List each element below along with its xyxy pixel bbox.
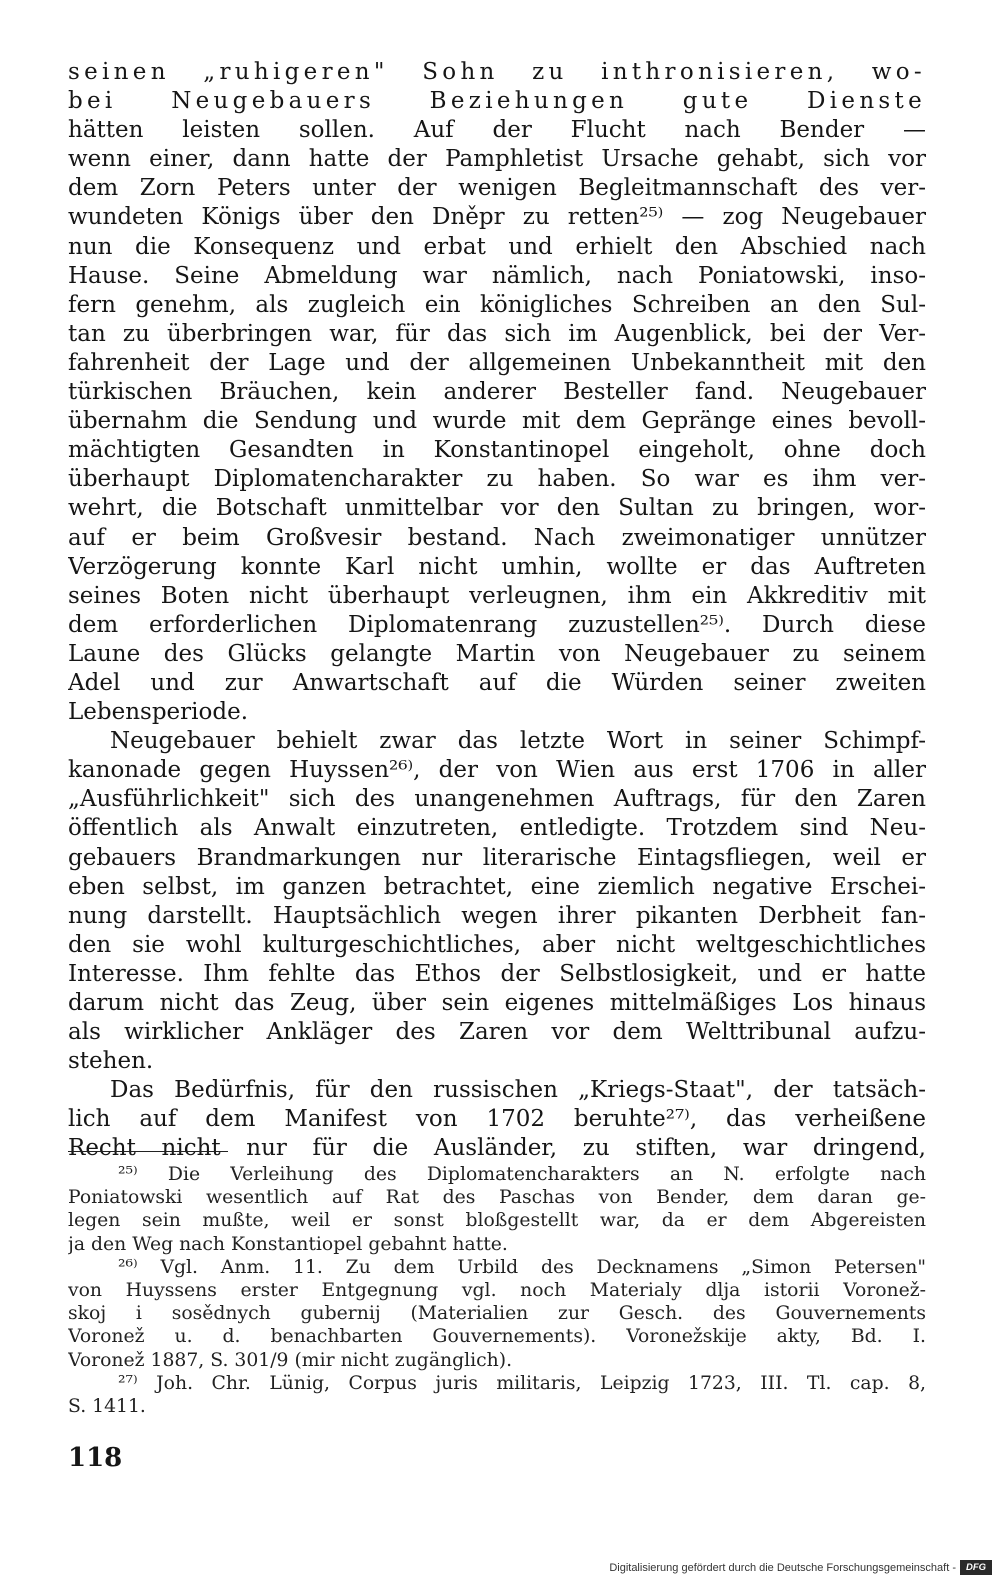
text-line: dem Zorn Peters unter der wenigen Begleitmannschaft des ver-: [68, 175, 926, 202]
footnote-line: Poniatowski wesentlich auf Rat des Paschas von Bender, dem daran ge-: [68, 1187, 926, 1209]
text-line: stehen.: [68, 1048, 154, 1075]
text-line: „Ausführlichkeit" sich des unangenehmen Auftrags, für den Zaren: [68, 786, 926, 813]
footnote-line: legen sein mußte, weil er sonst bloßgestellt war, da er dem Abgereisten: [68, 1210, 926, 1232]
text-line: darum nicht das Zeug, über sein eigenes mittelmäßiges Los hinaus: [68, 990, 926, 1016]
text-line: hätten leisten sollen. Auf der Flucht nach Bender —: [68, 117, 926, 144]
text-line: wenn einer, dann hatte der Pamphletist Ursache gehabt, sich vor: [68, 146, 926, 173]
text-line: tan zu überbringen war, für das sich im Augenblick, bei der Ver-: [68, 320, 926, 347]
page-number: 118: [68, 1443, 123, 1473]
text-line: gebauers Brandmarkungen nur literarische Eintagsfliegen, weil er: [68, 844, 926, 871]
text-line: übernahm die Sendung und wurde mit dem Gepränge eines bevoll-: [68, 408, 926, 435]
dfg-logo: [960, 1560, 992, 1575]
footnotes: [68, 1163, 926, 1418]
text-line: Adel und zur Anwartschaft auf die Würden seiner zweiten: [68, 669, 926, 696]
text-line: nun die Konsequenz und erbat und erhielt den Abschied nach: [68, 233, 926, 260]
text-line: kanonade gegen Huyssen²⁶⁾, der von Wien aus erst 1706 in aller: [68, 757, 926, 784]
footnote-line: ²⁷⁾ Joh. Chr. Lünig, Corpus juris militaris, Leipzig 1723, III. Tl. cap. 8,: [118, 1372, 926, 1394]
text-line: überhaupt Diplomatencharakter zu haben. So war es ihm ver-: [68, 466, 926, 493]
text-line: Neugebauer behielt zwar das letzte Wort in seiner Schimpf-: [110, 728, 926, 755]
footnote-line: ²⁶⁾ Vgl. Anm. 11. Zu dem Urbild des Decknamens „Simon Petersen": [118, 1256, 926, 1278]
text-line: Recht nicht nur für die Ausländer, zu stiften, war dringend,: [68, 1135, 926, 1162]
text-line: Das Bedürfnis, für den russischen „Kriegs-Staat", der tatsäch-: [110, 1077, 926, 1104]
text-line: Laune des Glücks gelangte Martin von Neugebauer zu seinem: [68, 640, 926, 667]
text-line: eben selbst, im ganzen betrachtet, eine ziemlich negative Erschei-: [68, 873, 926, 900]
footnote-line: skoj i sosědnych gubernij (Materialien zur Gesch. des Gouvernements: [68, 1303, 926, 1325]
text-line: Verzögerung konnte Karl nicht umhin, wollte er das Auftreten: [68, 553, 926, 580]
text-line: lich auf dem Manifest von 1702 beruhte²⁷⁾, das verheißene: [68, 1106, 926, 1133]
footnote-divider: [68, 1151, 228, 1152]
text-line: Hause. Seine Abmeldung war nämlich, nach Poniatowski, inso-: [68, 262, 926, 289]
footnote-line: von Huyssens erster Entgegnung vgl. noch Materialy dlja istorii Voronež-: [68, 1279, 926, 1301]
text-line: nung darstellt. Hauptsächlich wegen ihrer pikanten Derbheit fan-: [68, 902, 926, 929]
digitization-credit: Digitalisierung gefördert durch die Deutsche Forschungsgemeinschaft -: [609, 1562, 956, 1574]
footnote-line: ja den Weg nach Konstantiopel gebahnt hatte.: [68, 1233, 508, 1255]
text-line: öffentlich als Anwalt einzutreten, entledigte. Trotzdem sind Neu-: [68, 815, 926, 842]
text-line: türkischen Bräuchen, kein anderer Besteller fand. Neugebauer: [68, 379, 926, 406]
text-line: seinen „ruhigeren" Sohn zu inthronisieren, wo-: [68, 59, 926, 85]
footnote-line: ²⁵⁾ Die Verleihung des Diplomatencharakters an N. erfolgte nach: [118, 1164, 926, 1185]
text-line: auf er beim Großvesir bestand. Nach zweimonatiger unnützer: [68, 524, 926, 551]
text-line: mächtigten Gesandten in Konstantinopel eingeholt, ohne doch: [68, 437, 926, 464]
text-line: Interesse. Ihm fehlte das Ethos der Selbstlosigkeit, und er hatte: [68, 960, 926, 987]
text-line: fahrenheit der Lage und der allgemeinen Unbekanntheit mit den: [68, 349, 926, 376]
text-line: bei Neugebauers Beziehungen gute Dienste: [68, 88, 926, 115]
footnote-line: S. 1411.: [68, 1395, 146, 1417]
text-line: wundeten Königs über den Dněpr zu retten²⁵⁾ — zog Neugebauer: [68, 204, 926, 231]
text-line: Lebensperiode.: [68, 699, 249, 726]
footnote-line: Voronež u. d. benachbarten Gouvernements). Voronežskije akty, Bd. I.: [68, 1326, 926, 1348]
text-line: seines Boten nicht überhaupt verleugnen, ihm ein Akkreditiv mit: [68, 582, 926, 609]
text-line: dem erforderlichen Diplomatenrang zuzustellen²⁵⁾. Durch diese: [68, 611, 926, 638]
footnote-line: Voronež 1887, S. 301/9 (mir nicht zugänglich).: [68, 1349, 513, 1371]
text-line: wehrt, die Botschaft unmittelbar vor den Sultan zu bringen, wor-: [68, 495, 926, 522]
text-line: als wirklicher Ankläger des Zaren vor dem Welttribunal aufzu-: [68, 1019, 926, 1046]
text-line: fern genehm, als zugleich ein königliches Schreiben an den Sul-: [68, 291, 926, 318]
body-text: [68, 58, 926, 1164]
dfg-logo-text: DFG: [965, 1562, 987, 1573]
text-line: den sie wohl kulturgeschichtliches, aber nicht weltgeschichtliches: [68, 931, 926, 958]
